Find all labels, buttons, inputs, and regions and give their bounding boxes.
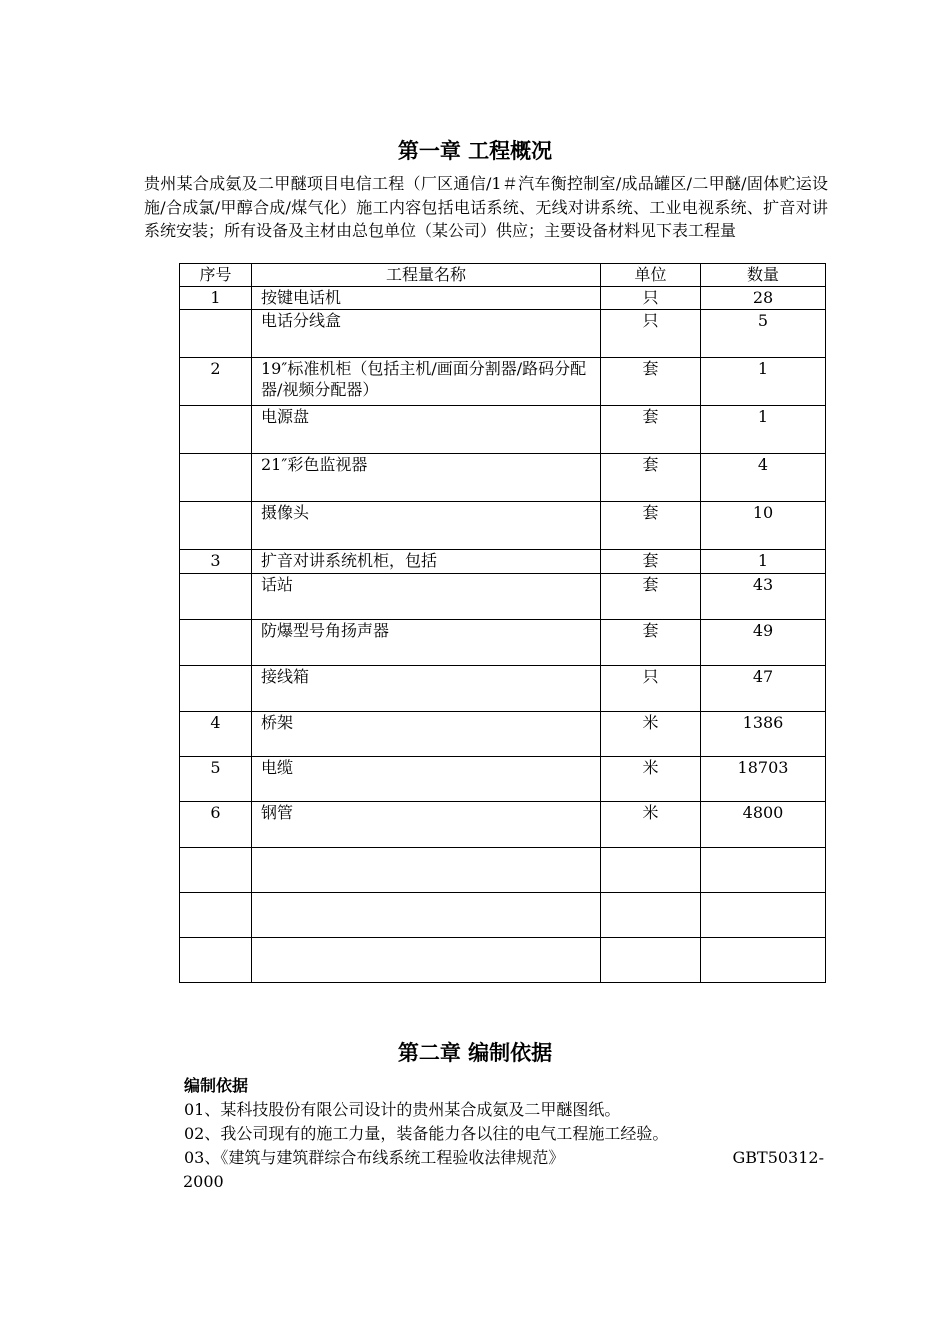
row-qty-cell: 49 xyxy=(701,620,826,666)
row-qty-cell: 1 xyxy=(701,358,826,406)
row-unit-cell: 米 xyxy=(601,802,701,848)
row-qty-cell: 28 xyxy=(701,287,826,310)
row-name-cell: 电缆 xyxy=(252,757,601,802)
row-qty-cell: 5 xyxy=(701,310,826,358)
row-qty-cell: 1 xyxy=(701,550,826,574)
basis-item-3 xyxy=(184,1146,834,1170)
row-qty-cell: 18703 xyxy=(701,757,826,802)
row-unit-cell: 套 xyxy=(601,502,701,550)
row-no-cell xyxy=(180,666,252,712)
row-name-cell: 防爆型号角扬声器 xyxy=(252,620,601,666)
row-name-cell: 19″标准机柜（包括主机/画面分割器/路码分配器/视频分配器） xyxy=(252,358,601,406)
table-row xyxy=(180,310,826,358)
row-name-cell xyxy=(252,893,601,938)
row-qty-cell xyxy=(701,938,826,983)
row-no-cell: 2 xyxy=(180,358,252,406)
row-name-cell: 21″彩色监视器 xyxy=(252,454,601,502)
table-body xyxy=(180,287,826,983)
table-row xyxy=(180,454,826,502)
row-no-cell xyxy=(180,454,252,502)
row-unit-cell: 套 xyxy=(601,406,701,454)
row-qty-cell: 47 xyxy=(701,666,826,712)
row-no-cell xyxy=(180,406,252,454)
header-qty: 数量 xyxy=(701,264,826,287)
table-row xyxy=(180,406,826,454)
row-unit-cell xyxy=(601,938,701,983)
table-row xyxy=(180,757,826,802)
row-unit-cell xyxy=(601,848,701,893)
row-qty-cell: 1386 xyxy=(701,712,826,757)
row-unit-cell: 套 xyxy=(601,454,701,502)
row-unit-cell: 套 xyxy=(601,550,701,574)
table-row xyxy=(180,938,826,983)
row-name-cell: 接线箱 xyxy=(252,666,601,712)
table-row xyxy=(180,802,826,848)
row-no-cell: 5 xyxy=(180,757,252,802)
basis-item-3-text: 03、《建筑与建筑群综合布线系统工程验收法律规范》 xyxy=(184,1148,565,1167)
row-name-cell: 桥架 xyxy=(252,712,601,757)
table-row xyxy=(180,712,826,757)
quantity-table xyxy=(179,263,826,983)
row-no-cell xyxy=(180,310,252,358)
table-row xyxy=(180,287,826,310)
row-no-cell xyxy=(180,848,252,893)
chapter-2-title: 第二章 编制依据 xyxy=(397,1041,553,1065)
row-no-cell xyxy=(180,502,252,550)
row-name-cell: 电源盘 xyxy=(252,406,601,454)
row-unit-cell: 套 xyxy=(601,620,701,666)
row-name-cell: 钢管 xyxy=(252,802,601,848)
row-no-cell xyxy=(180,574,252,620)
basis-item-2: 02、我公司现有的施工力量，装备能力各以往的电气工程施工经验。 xyxy=(184,1124,669,1143)
row-unit-cell: 米 xyxy=(601,712,701,757)
row-qty-cell: 1 xyxy=(701,406,826,454)
project-overview-paragraph: 贵州某合成氨及二甲醚项目电信工程（厂区通信/1＃汽车衡控制室/成品罐区/二甲醚/固体贮运设施/合成氯/甲醇合成/煤气化）施工内容包括电话系统、无线对讲系统、工业电视系统、扩音对讲系统安装；所有设备及主材由总包单位（某公司）供应；主要设备材料见下表工程量 xyxy=(144,174,828,240)
table-row xyxy=(180,666,826,712)
header-name: 工程量名称 xyxy=(252,264,601,287)
row-no-cell: 6 xyxy=(180,802,252,848)
row-unit-cell: 只 xyxy=(601,310,701,358)
row-qty-cell: 43 xyxy=(701,574,826,620)
row-name-cell xyxy=(252,938,601,983)
row-qty-cell: 4800 xyxy=(701,802,826,848)
basis-section xyxy=(184,1074,834,1194)
basis-heading: 编制依据 xyxy=(184,1076,249,1095)
row-name-cell: 话站 xyxy=(252,574,601,620)
row-no-cell xyxy=(180,893,252,938)
table-row xyxy=(180,550,826,574)
row-unit-cell: 只 xyxy=(601,666,701,712)
row-qty-cell xyxy=(701,848,826,893)
row-no-cell: 4 xyxy=(180,712,252,757)
row-no-cell xyxy=(180,620,252,666)
header-no: 序号 xyxy=(180,264,252,287)
basis-item-1: 01、某科技股份有限公司设计的贵州某合成氨及二甲醚图纸。 xyxy=(184,1100,621,1119)
row-name-cell: 摄像头 xyxy=(252,502,601,550)
standard-code: GBT50312- xyxy=(732,1148,824,1167)
row-no-cell: 3 xyxy=(180,550,252,574)
table-row xyxy=(180,502,826,550)
row-unit-cell: 只 xyxy=(601,287,701,310)
row-qty-cell: 4 xyxy=(701,454,826,502)
row-name-cell: 电话分线盒 xyxy=(252,310,601,358)
row-unit-cell: 套 xyxy=(601,574,701,620)
chapter-1-title: 第一章 工程概况 xyxy=(397,139,553,163)
row-qty-cell: 10 xyxy=(701,502,826,550)
row-name-cell: 扩音对讲系统机柜，包括 xyxy=(252,550,601,574)
row-name-cell xyxy=(252,848,601,893)
row-no-cell xyxy=(180,938,252,983)
header-unit: 单位 xyxy=(601,264,701,287)
table-row xyxy=(180,358,826,406)
table-row xyxy=(180,574,826,620)
row-unit-cell: 米 xyxy=(601,757,701,802)
table-row xyxy=(180,848,826,893)
row-qty-cell xyxy=(701,893,826,938)
table-header-row xyxy=(180,264,826,287)
row-unit-cell: 套 xyxy=(601,358,701,406)
table-row xyxy=(180,893,826,938)
row-unit-cell xyxy=(601,893,701,938)
row-no-cell: 1 xyxy=(180,287,252,310)
table-row xyxy=(180,620,826,666)
row-name-cell: 按键电话机 xyxy=(252,287,601,310)
standard-year: 2000 xyxy=(183,1172,224,1191)
